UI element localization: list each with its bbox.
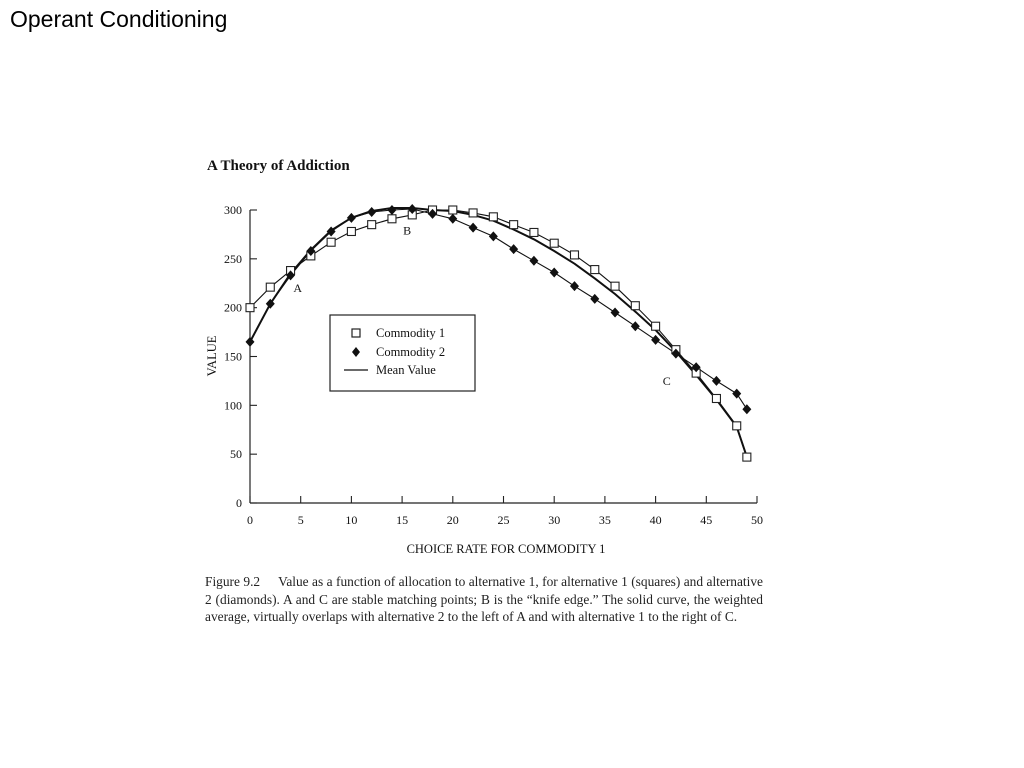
commodity-1-point bbox=[652, 322, 660, 330]
y-tick-label: 250 bbox=[224, 251, 242, 266]
x-tick-label: 10 bbox=[345, 513, 358, 527]
commodity-1-point bbox=[530, 228, 538, 236]
commodity-1-point bbox=[327, 238, 335, 246]
y-tick-label: 300 bbox=[224, 203, 242, 217]
commodity-2-point bbox=[387, 205, 396, 215]
slide-title: Operant Conditioning bbox=[10, 6, 228, 32]
commodity-1-point bbox=[631, 302, 639, 310]
point-label-b: B bbox=[403, 223, 412, 238]
x-tick-label: 35 bbox=[598, 513, 611, 527]
commodity-2-point bbox=[448, 214, 457, 224]
commodity-2-point bbox=[570, 281, 579, 291]
x-tick-label: 40 bbox=[649, 513, 662, 527]
commodity-2-point bbox=[367, 207, 376, 217]
commodity-1-point bbox=[489, 213, 497, 221]
legend-label-commodity-2: Commodity 2 bbox=[376, 345, 446, 359]
commodity-1-point bbox=[591, 266, 599, 274]
commodity-1-point bbox=[266, 283, 274, 291]
commodity-2-point bbox=[651, 335, 660, 345]
series-line-commodity-1 bbox=[250, 210, 747, 457]
axes bbox=[224, 203, 763, 527]
commodity-1-point bbox=[712, 394, 720, 402]
figure-caption bbox=[205, 573, 763, 626]
commodity-1-point bbox=[510, 221, 518, 229]
commodity-2-point bbox=[732, 389, 741, 399]
commodity-1-point bbox=[246, 304, 254, 312]
caption-label: Figure 9.2 bbox=[205, 574, 261, 589]
commodity-2-point bbox=[529, 256, 538, 266]
commodity-2-point bbox=[550, 268, 559, 278]
x-tick-label: 0 bbox=[247, 513, 253, 527]
x-tick-label: 30 bbox=[548, 513, 561, 527]
commodity-1-point bbox=[347, 227, 355, 235]
legend-label-mean-value: Mean Value bbox=[376, 363, 436, 377]
commodity-2-point bbox=[469, 223, 478, 233]
commodity-1-point bbox=[743, 453, 751, 461]
commodity-1-point bbox=[550, 239, 558, 247]
commodity-2-point bbox=[631, 321, 640, 331]
commodity-2-point bbox=[611, 308, 620, 318]
y-tick-label: 200 bbox=[224, 300, 242, 315]
legend-label-commodity-1: Commodity 1 bbox=[376, 326, 446, 340]
caption-text: Value as a function of allocation to alternative 1, for alternative 1 (squares) and alternative 2 (diamonds). A and C are stable matching points; B is the “knife edge.” The solid curve, the weighted average, virtually overlaps with alternative 2 to the left of A and with alternative 1 to the right of C. bbox=[205, 574, 764, 624]
x-tick-label: 5 bbox=[297, 513, 304, 527]
commodity-2-point bbox=[712, 376, 721, 386]
commodity-2-point bbox=[347, 213, 356, 223]
commodity-1-point bbox=[388, 215, 396, 223]
series-layer bbox=[246, 204, 752, 461]
commodity-2-point bbox=[489, 231, 498, 241]
y-tick-label: 0 bbox=[236, 496, 242, 510]
commodity-1-point bbox=[733, 422, 741, 430]
x-tick-label: 15 bbox=[396, 513, 409, 527]
y-axis-label: VALUE bbox=[205, 335, 219, 377]
x-tick-label: 50 bbox=[751, 513, 763, 527]
x-tick-label: 45 bbox=[700, 513, 713, 527]
commodity-1-point bbox=[611, 282, 619, 290]
y-tick-label: 150 bbox=[224, 349, 242, 364]
commodity-1-point bbox=[570, 251, 578, 259]
commodity-1-point bbox=[469, 209, 477, 217]
point-label-c: C bbox=[662, 373, 671, 388]
legend-square-icon bbox=[352, 329, 360, 337]
x-tick-label: 20 bbox=[446, 513, 459, 527]
series-line-mean-value bbox=[250, 208, 747, 457]
x-tick-label: 25 bbox=[497, 513, 510, 527]
commodity-2-point bbox=[742, 404, 751, 414]
commodity-2-point bbox=[590, 294, 599, 304]
commodity-2-point bbox=[246, 337, 255, 347]
legend bbox=[330, 315, 475, 391]
figure-heading: A Theory of Addiction bbox=[207, 158, 350, 174]
series-line-commodity-2 bbox=[250, 209, 747, 409]
x-axis-label: CHOICE RATE FOR COMMODITY 1 bbox=[406, 542, 606, 556]
commodity-1-point bbox=[368, 221, 376, 229]
commodity-2-point bbox=[509, 244, 518, 254]
y-tick-label: 50 bbox=[230, 447, 242, 462]
y-tick-label: 100 bbox=[224, 398, 242, 413]
commodity-1-point bbox=[449, 206, 457, 214]
point-label-a: A bbox=[293, 281, 302, 296]
